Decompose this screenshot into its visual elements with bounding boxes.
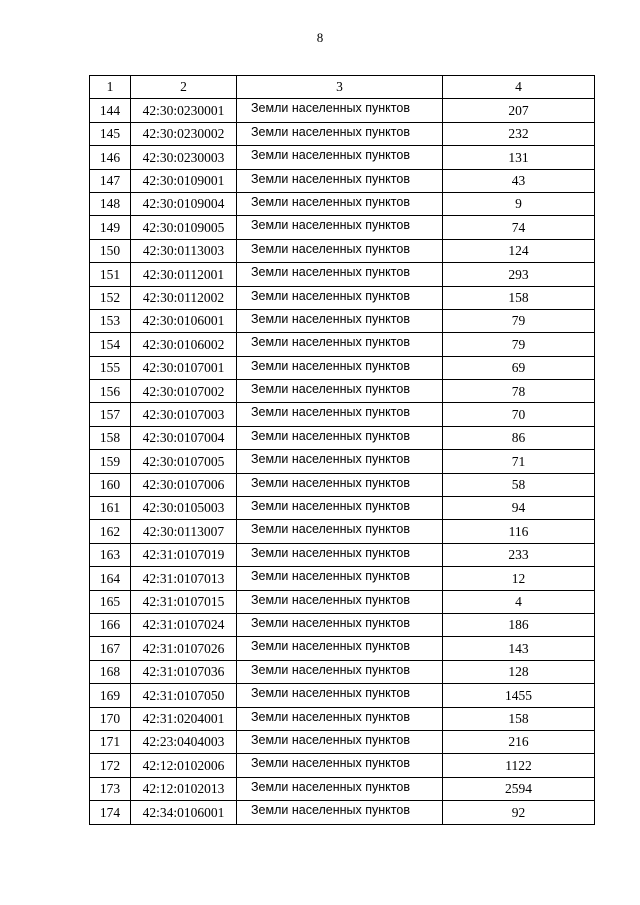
cell-row-number: 155 xyxy=(90,356,131,379)
cell-land-category: Земли населенных пунктов xyxy=(237,450,443,473)
cell-value: 232 xyxy=(443,122,595,145)
cell-cadastral-number: 42:31:0107050 xyxy=(131,684,237,707)
cell-row-number: 152 xyxy=(90,286,131,309)
cell-cadastral-number: 42:30:0106002 xyxy=(131,333,237,356)
cell-cadastral-number: 42:30:0107002 xyxy=(131,380,237,403)
cell-row-number: 158 xyxy=(90,426,131,449)
cell-land-category: Земли населенных пунктов xyxy=(237,146,443,169)
table-row xyxy=(90,754,595,777)
cell-row-number: 153 xyxy=(90,309,131,332)
cell-land-category: Земли населенных пунктов xyxy=(237,497,443,520)
cell-row-number: 160 xyxy=(90,473,131,496)
cell-row-number: 163 xyxy=(90,543,131,566)
cell-cadastral-number: 42:31:0107015 xyxy=(131,590,237,613)
cell-row-number: 146 xyxy=(90,146,131,169)
cell-row-number: 157 xyxy=(90,403,131,426)
table-row xyxy=(90,801,595,824)
cell-row-number: 144 xyxy=(90,99,131,122)
column-header-cadastral-number: 2 xyxy=(131,76,237,99)
cell-value: 94 xyxy=(443,497,595,520)
cell-row-number: 167 xyxy=(90,637,131,660)
cell-cadastral-number: 42:34:0106001 xyxy=(131,801,237,824)
cell-value: 1122 xyxy=(443,754,595,777)
cell-land-category: Земли населенных пунктов xyxy=(237,192,443,215)
cell-cadastral-number: 42:12:0102006 xyxy=(131,754,237,777)
cell-cadastral-number: 42:30:0112002 xyxy=(131,286,237,309)
cell-row-number: 162 xyxy=(90,520,131,543)
cell-value: 186 xyxy=(443,613,595,636)
table-row xyxy=(90,707,595,730)
table-row xyxy=(90,192,595,215)
cell-row-number: 161 xyxy=(90,497,131,520)
cell-value: 1455 xyxy=(443,684,595,707)
cell-row-number: 159 xyxy=(90,450,131,473)
cell-land-category: Земли населенных пунктов xyxy=(237,122,443,145)
cell-value: 79 xyxy=(443,333,595,356)
cell-land-category: Земли населенных пунктов xyxy=(237,263,443,286)
cell-land-category: Земли населенных пунктов xyxy=(237,590,443,613)
table-row xyxy=(90,613,595,636)
cell-cadastral-number: 42:31:0107026 xyxy=(131,637,237,660)
cell-cadastral-number: 42:30:0109004 xyxy=(131,192,237,215)
table-row xyxy=(90,730,595,753)
cell-cadastral-number: 42:30:0107006 xyxy=(131,473,237,496)
cell-cadastral-number: 42:30:0113003 xyxy=(131,239,237,262)
table-row xyxy=(90,543,595,566)
cell-land-category: Земли населенных пунктов xyxy=(237,403,443,426)
cell-land-category: Земли населенных пунктов xyxy=(237,660,443,683)
table-row xyxy=(90,99,595,122)
table-row xyxy=(90,169,595,192)
cell-cadastral-number: 42:30:0107004 xyxy=(131,426,237,449)
cell-row-number: 166 xyxy=(90,613,131,636)
cell-value: 78 xyxy=(443,380,595,403)
cell-value: 293 xyxy=(443,263,595,286)
cell-land-category: Земли населенных пунктов xyxy=(237,309,443,332)
table-row xyxy=(90,637,595,660)
cell-value: 116 xyxy=(443,520,595,543)
table-row xyxy=(90,567,595,590)
cell-land-category: Земли населенных пунктов xyxy=(237,707,443,730)
cell-row-number: 164 xyxy=(90,567,131,590)
cell-land-category: Земли населенных пунктов xyxy=(237,730,443,753)
cell-row-number: 169 xyxy=(90,684,131,707)
column-header-land-category: 3 xyxy=(237,76,443,99)
cell-value: 74 xyxy=(443,216,595,239)
cell-land-category: Земли населенных пунктов xyxy=(237,356,443,379)
column-header-value: 4 xyxy=(443,76,595,99)
cell-value: 58 xyxy=(443,473,595,496)
cell-land-category: Земли населенных пунктов xyxy=(237,169,443,192)
cell-land-category: Земли населенных пунктов xyxy=(237,380,443,403)
table-header-row xyxy=(90,76,595,99)
cell-value: 92 xyxy=(443,801,595,824)
cell-row-number: 148 xyxy=(90,192,131,215)
cell-cadastral-number: 42:30:0112001 xyxy=(131,263,237,286)
table-row xyxy=(90,263,595,286)
cell-land-category: Земли населенных пунктов xyxy=(237,473,443,496)
cell-row-number: 147 xyxy=(90,169,131,192)
cell-value: 233 xyxy=(443,543,595,566)
cell-cadastral-number: 42:31:0107036 xyxy=(131,660,237,683)
cell-row-number: 150 xyxy=(90,239,131,262)
cell-land-category: Земли населенных пунктов xyxy=(237,684,443,707)
cell-cadastral-number: 42:31:0204001 xyxy=(131,707,237,730)
table-row xyxy=(90,777,595,800)
cell-value: 70 xyxy=(443,403,595,426)
cell-row-number: 154 xyxy=(90,333,131,356)
cell-value: 9 xyxy=(443,192,595,215)
table-row xyxy=(90,403,595,426)
cell-value: 71 xyxy=(443,450,595,473)
cell-cadastral-number: 42:30:0113007 xyxy=(131,520,237,543)
cell-land-category: Земли населенных пунктов xyxy=(237,99,443,122)
table-row xyxy=(90,309,595,332)
table-row xyxy=(90,473,595,496)
table-row xyxy=(90,216,595,239)
cell-cadastral-number: 42:30:0109001 xyxy=(131,169,237,192)
cell-value: 2594 xyxy=(443,777,595,800)
cell-value: 158 xyxy=(443,707,595,730)
table-row xyxy=(90,520,595,543)
table-row xyxy=(90,239,595,262)
page-number: 8 xyxy=(316,30,324,45)
cell-value: 12 xyxy=(443,567,595,590)
cell-land-category: Земли населенных пунктов xyxy=(237,239,443,262)
table-row xyxy=(90,450,595,473)
cell-value: 158 xyxy=(443,286,595,309)
table-row xyxy=(90,590,595,613)
cell-cadastral-number: 42:30:0107005 xyxy=(131,450,237,473)
cell-value: 4 xyxy=(443,590,595,613)
cell-value: 86 xyxy=(443,426,595,449)
cell-land-category: Земли населенных пунктов xyxy=(237,216,443,239)
cell-cadastral-number: 42:30:0106001 xyxy=(131,309,237,332)
cell-row-number: 149 xyxy=(90,216,131,239)
table-row xyxy=(90,660,595,683)
table-row xyxy=(90,122,595,145)
table-row xyxy=(90,356,595,379)
cell-land-category: Земли населенных пунктов xyxy=(237,520,443,543)
table-row xyxy=(90,146,595,169)
cell-value: 43 xyxy=(443,169,595,192)
cell-cadastral-number: 42:23:0404003 xyxy=(131,730,237,753)
cell-land-category: Земли населенных пунктов xyxy=(237,333,443,356)
cell-value: 69 xyxy=(443,356,595,379)
cell-value: 79 xyxy=(443,309,595,332)
cell-land-category: Земли населенных пунктов xyxy=(237,426,443,449)
cell-cadastral-number: 42:30:0107003 xyxy=(131,403,237,426)
cell-land-category: Земли населенных пунктов xyxy=(237,637,443,660)
column-header-number: 1 xyxy=(90,76,131,99)
cell-land-category: Земли населенных пунктов xyxy=(237,777,443,800)
cell-land-category: Земли населенных пунктов xyxy=(237,613,443,636)
cell-value: 124 xyxy=(443,239,595,262)
cell-cadastral-number: 42:30:0107001 xyxy=(131,356,237,379)
cell-cadastral-number: 42:31:0107024 xyxy=(131,613,237,636)
cell-cadastral-number: 42:31:0107013 xyxy=(131,567,237,590)
table-row xyxy=(90,684,595,707)
table-row xyxy=(90,426,595,449)
table-body xyxy=(90,99,595,824)
cell-cadastral-number: 42:31:0107019 xyxy=(131,543,237,566)
cell-row-number: 171 xyxy=(90,730,131,753)
cell-cadastral-number: 42:12:0102013 xyxy=(131,777,237,800)
cell-row-number: 156 xyxy=(90,380,131,403)
cell-row-number: 170 xyxy=(90,707,131,730)
cell-cadastral-number: 42:30:0105003 xyxy=(131,497,237,520)
cell-row-number: 165 xyxy=(90,590,131,613)
cell-cadastral-number: 42:30:0109005 xyxy=(131,216,237,239)
table-row xyxy=(90,333,595,356)
land-plots-table xyxy=(89,75,595,825)
cell-value: 207 xyxy=(443,99,595,122)
cell-value: 128 xyxy=(443,660,595,683)
cell-land-category: Земли населенных пунктов xyxy=(237,801,443,824)
cell-value: 143 xyxy=(443,637,595,660)
table-row xyxy=(90,286,595,309)
cell-row-number: 151 xyxy=(90,263,131,286)
table-row xyxy=(90,497,595,520)
cell-cadastral-number: 42:30:0230003 xyxy=(131,146,237,169)
cell-land-category: Земли населенных пунктов xyxy=(237,567,443,590)
cell-cadastral-number: 42:30:0230002 xyxy=(131,122,237,145)
cell-value: 216 xyxy=(443,730,595,753)
cell-row-number: 173 xyxy=(90,777,131,800)
cell-land-category: Земли населенных пунктов xyxy=(237,543,443,566)
cell-row-number: 168 xyxy=(90,660,131,683)
cell-row-number: 172 xyxy=(90,754,131,777)
cell-row-number: 145 xyxy=(90,122,131,145)
cell-land-category: Земли населенных пунктов xyxy=(237,286,443,309)
table-row xyxy=(90,380,595,403)
cell-land-category: Земли населенных пунктов xyxy=(237,754,443,777)
cell-cadastral-number: 42:30:0230001 xyxy=(131,99,237,122)
cell-row-number: 174 xyxy=(90,801,131,824)
cell-value: 131 xyxy=(443,146,595,169)
